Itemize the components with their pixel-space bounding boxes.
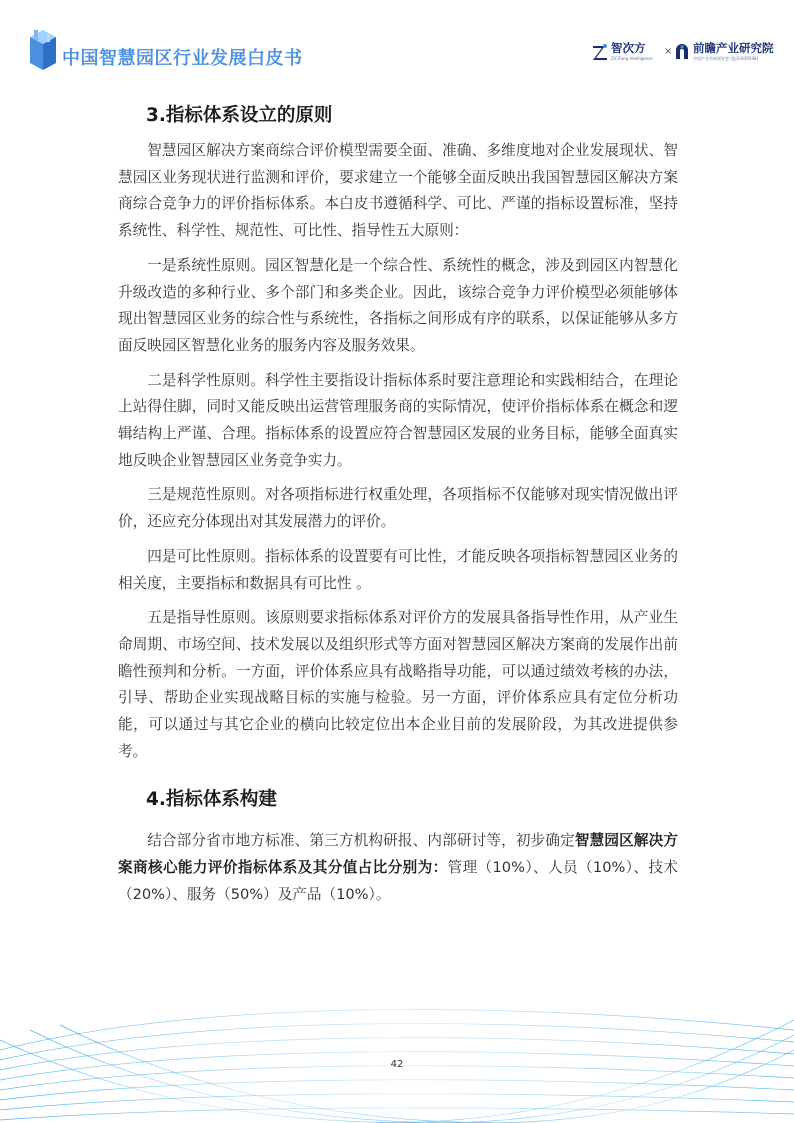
brand2-name: 前瞻产业研究院 (693, 41, 774, 56)
page-header (0, 0, 794, 80)
section4-text-bold: 智慧园区解决方案商核心能力评价指标体系及其分值占比分别为： (118, 832, 678, 877)
footer-wave-decoration (0, 990, 794, 1123)
section3-heading: 3.指标体系设立的原则 (146, 105, 333, 126)
document-title: 中国智慧园区行业发展白皮书 (62, 48, 303, 69)
qianzhan-logo-icon (674, 43, 690, 61)
brand1-subtitle: ZiCiFang Intelligence (611, 55, 653, 61)
section3-paragraph: 四是可比性原则。指标体系的设置要有可比性，才能反映各项指标智慧园区业务的相关度，主要指标和数据具有可比性 。 (118, 547, 678, 592)
brand-zicifang (592, 40, 653, 64)
brand-separator: × (664, 46, 673, 57)
brand2-subtitle: 中国产业咨询领导者 (股票:839598) (693, 55, 759, 61)
cube-logo-icon (28, 28, 58, 72)
page-content (118, 96, 678, 909)
zicifang-logo-icon (592, 43, 608, 61)
section4-text-start: 结合部分省市地方标准、第三方机构研报、内部研讨等，初步确定 (147, 832, 575, 850)
section4-text-end: 管理（10%）、人员（10%）、技术（20%）、服务（50%）及产品（10%）。 (118, 859, 678, 903)
page-number: 42 (390, 1059, 404, 1070)
section3-paragraph: 三是规范性原则。对各项指标进行权重处理，各项指标不仅能够对现实情况做出评价，还应充分体现出对其发展潜力的评价。 (118, 486, 678, 531)
section3-paragraph: 五是指导性原则。该原则要求指标体系对评价方的发展具备指导性作用，从产业生命周期、市场空间、技术发展以及组织形式等方面对智慧园区解决方案商的发展作出前瞻性预判和分析。一方面，评价体系应具有战略指导功能，可以通过绩效考核的办法，引导、帮助企业实现战略目标的实施与检验。另一方面，评价体系应具有定位分析功能，可以通过与其它企业的横向比较定位出本企业目前的发展阶段，为其改进提供参考。 (118, 609, 678, 760)
brand1-name: 智次方 (611, 41, 646, 56)
brand-qianzhan (674, 40, 774, 64)
section3-paragraph: 智慧园区解决方案商综合评价模型需要全面、准确、多维度地对企业发展现状、智慧园区业务现状进行监测和评价，要求建立一个能够全面反映出我国智慧园区解决方案商综合竞争力的评价指标体系。本白皮书遵循科学、可比、严谨的指标设置标准，坚持系统性、科学性、规范性、可比性、指导性五大原则： (118, 142, 678, 240)
section4-paragraph (118, 828, 678, 908)
section3-paragraph: 二是科学性原则。科学性主要指设计指标体系时要注意理论和实践相结合，在理论上站得住脚，同时又能反映出运营管理服务商的实际情况，使评价指标体系在概念和逻辑结构上严谨、合理。指标体系的设置应符合智慧园区发展的业务目标，能够全面真实地反映企业智慧园区业务竞争实力。 (118, 371, 678, 469)
section4-heading: 4.指标体系构建 (146, 789, 277, 811)
section3-paragraph: 一是系统性原则。园区智慧化是一个综合性、系统性的概念，涉及到园区内智慧化升级改造的多种行业、多个部门和多类企业。因此，该综合竞争力评价模型必须能够体现出智慧园区业务的综合性与系统性，各指标之间形成有序的联系，以保证能够从多方面反映园区智慧化业务的服务内容及服务效果。 (118, 256, 678, 354)
